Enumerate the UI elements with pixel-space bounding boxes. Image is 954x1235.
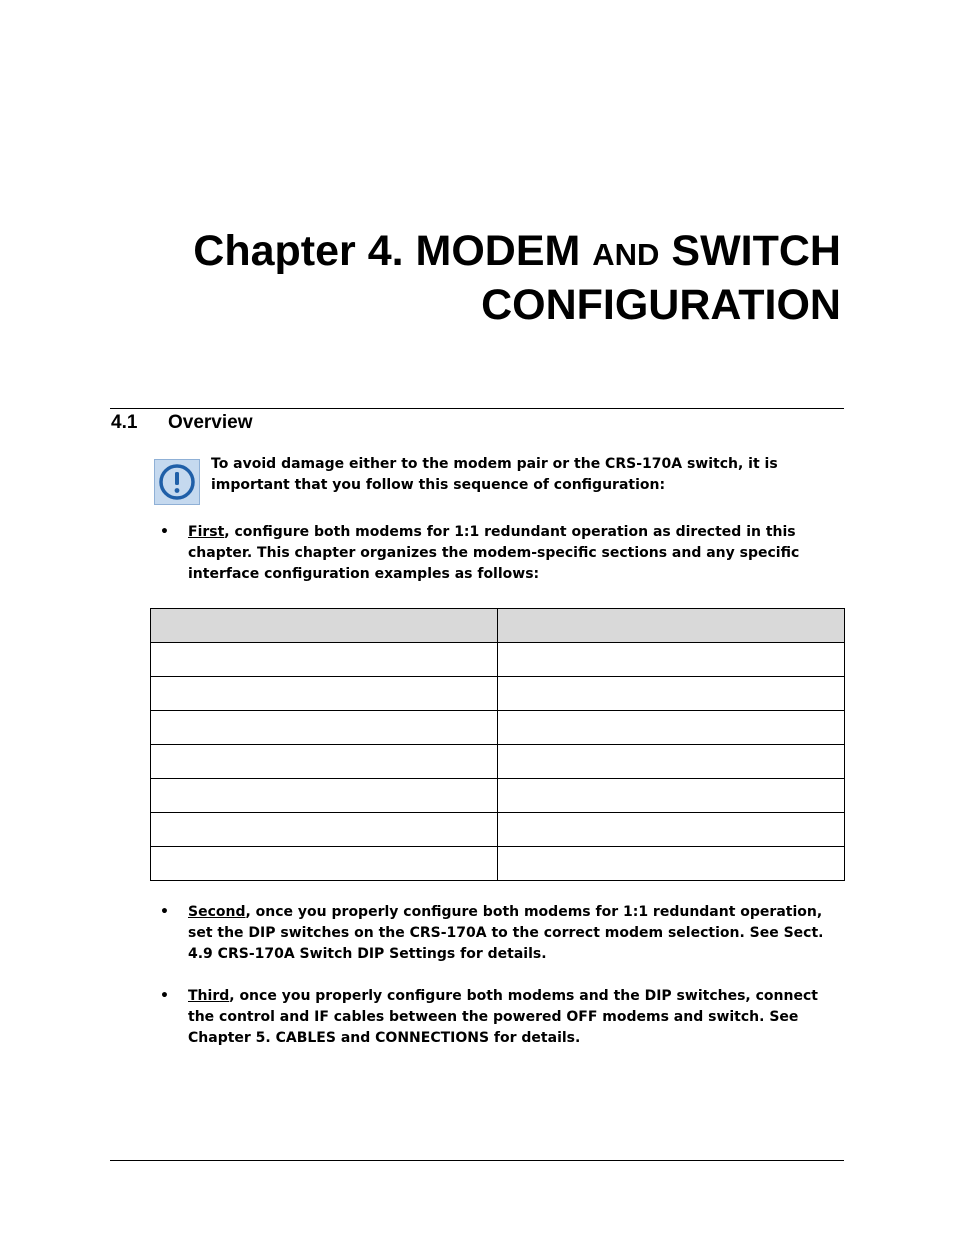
table-cell [151, 813, 498, 847]
chapter-title-part2: SWITCH [659, 227, 841, 275]
section-divider [110, 408, 844, 409]
list-item [160, 522, 840, 585]
table-cell [498, 677, 845, 711]
bullet-icon: • [160, 988, 169, 1004]
bullet-lead: Third [188, 988, 230, 1004]
bullet-icon: • [160, 904, 169, 920]
table-cell [151, 677, 498, 711]
bullet-text: , once you properly configure both modems for 1:1 redundant operation, set the DIP switches on the CRS-170A to the correct modem selection. See Sect. 4.9 CRS-170A Switch DIP Settings for details. [188, 904, 824, 962]
list-item [160, 902, 840, 965]
footer-divider [110, 1160, 844, 1161]
important-notice-icon [154, 459, 200, 505]
section-heading [111, 412, 253, 434]
table-cell [151, 779, 498, 813]
bullet-icon: • [160, 524, 169, 540]
section-title: Overview [168, 412, 253, 433]
bullet-lead: First [188, 524, 225, 540]
table-row [151, 677, 845, 711]
table-cell [151, 643, 498, 677]
section-number: 4.1 [111, 412, 138, 433]
bullet-lead: Second [188, 904, 246, 920]
chapter-title-and: AND [592, 237, 660, 272]
chapter-title-part1: Chapter 4. MODEM [193, 227, 593, 275]
chapter-title [81, 226, 841, 330]
bullet-text: , once you properly configure both modems and the DIP switches, connect the control and IF cables between the powered OFF modems and switch. See Chapter 5. CABLES and CONNECTIONS for details. [188, 988, 818, 1046]
table-cell [498, 745, 845, 779]
chapter-title-line2: CONFIGURATION [481, 281, 841, 329]
table-cell [151, 711, 498, 745]
table-cell [498, 813, 845, 847]
table-header-cell [498, 609, 845, 643]
table-cell [498, 711, 845, 745]
list-item [160, 986, 840, 1049]
table-row [151, 813, 845, 847]
table-cell [151, 847, 498, 881]
table-cell [498, 847, 845, 881]
modem-sections-table [150, 608, 845, 881]
table-row [151, 711, 845, 745]
table-row [151, 643, 845, 677]
table-row [151, 779, 845, 813]
bullet-text: , configure both modems for 1:1 redundant operation as directed in this chapter. This chapter organizes the modem-specific sections and any specific interface configuration examples as follows: [188, 524, 800, 582]
table-cell [498, 779, 845, 813]
table-row [151, 745, 845, 779]
table-header-cell [151, 609, 498, 643]
important-note-text: To avoid damage either to the modem pair or the CRS-170A switch, it is important that you follow this sequence of configuration: [211, 456, 778, 493]
table-cell [498, 643, 845, 677]
table-cell [151, 745, 498, 779]
table-row [151, 847, 845, 881]
table-header-row [151, 609, 845, 643]
